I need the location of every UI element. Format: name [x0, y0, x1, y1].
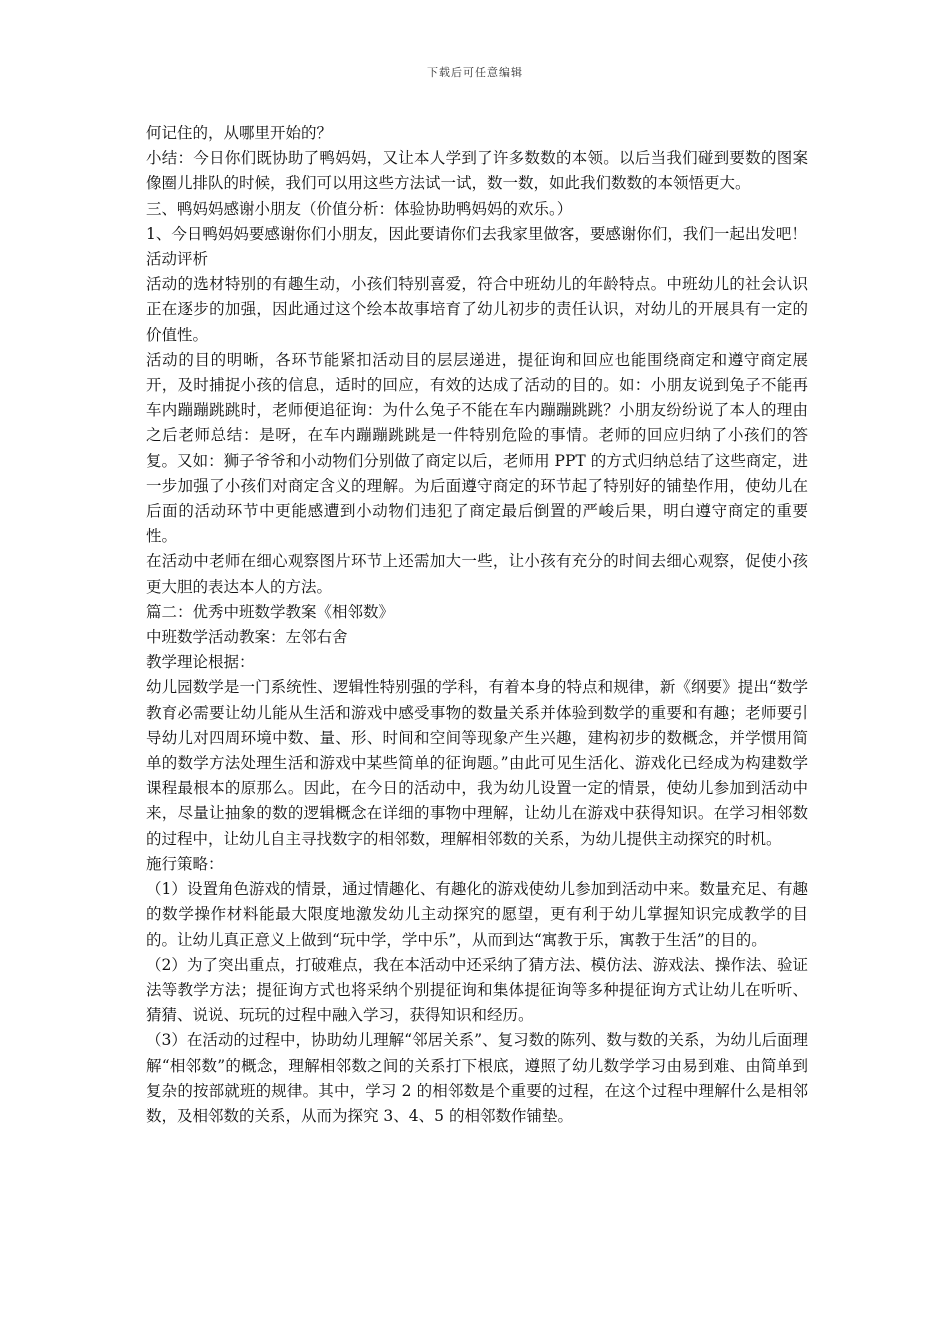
paragraph: 活动的目的明晰，各环节能紧扣活动目的层层递进，提征询和回应也能围绕商定和遵守商定展开，及时捕捉小孩的信息，适时的回应，有效的达成了活动的目的。如：小朋友说到兔子不能再车内蹦蹦跳跳时，老师便追征询：为什么兔子不能在车内蹦蹦跳跳？小朋友纷纷说了本人的理由之后老师总结：是呀，在车内蹦蹦跳跳是一件特别危险的事情。老师的回应归纳了小孩们的答复。又如：狮子爷爷和小动物们分别做了商定以后，老师用 PPT 的方式归纳总结了这些商定，进一步加强了小孩们对商定含义的理解。为后面遵守商定的环节起了特别好的铺垫作用，使幼儿在后面的活动环节中更能感遭到小动物们违犯了商定最后倒置的严峻后果，明白遵守商定的重要性。	[146, 350, 808, 546]
paragraph: （3）在活动的过程中，协助幼儿理解“邻居关系”、复习数的陈列、数与数的关系，为幼儿后面理解“相邻数”的概念，理解相邻数之间的关系打下根底，遵照了幼儿数学学习由易到难、由简单到复杂的按部就班的规律。其中，学习 2 的相邻数是个重要的过程，在这个过程中理解什么是相邻数，及相邻数的关系，从而为探究 3、4、5 的相邻数作铺垫。	[146, 1031, 808, 1125]
section-heading: 三、鸭妈妈感谢小朋友（价值分析：体验协助鸭妈妈的欢乐。）	[146, 199, 573, 218]
section-heading: 活动评析	[146, 250, 209, 269]
paragraph: （1）设置角色游戏的情景，通过情趣化、有趣化的游戏使幼儿参加到活动中来。数量充足、有趣的数学操作材料能最大限度地激发幼儿主动探究的愿望，更有利于幼儿掌握知识完成教学的目的。让幼儿真正意义上做到“玩中学，学中乐”，从而到达“寓教于乐，寓教于生活”的目的。	[146, 880, 808, 949]
paragraph: 小结：今日你们既协助了鸭妈妈，又让本人学到了许多数数的本领。以后当我们碰到要数的图案像圈儿排队的时候，我们可以用这些方法试一试，数一数，如此我们数数的本领悟更大。	[146, 149, 808, 193]
paragraph: 在活动中老师在细心观察图片环节上还需加大一些，让小孩有充分的时间去细心观察，促使小孩更大胆的表达本人的方法。	[146, 552, 808, 596]
paragraph: 活动的选材特别的有趣生动，小孩们特别喜爱，符合中班幼儿的年龄特点。中班幼儿的社会认识正在逐步的加强，因此通过这个绘本故事培育了幼儿初步的责任认识，对幼儿的开展具有一定的价值性。	[146, 275, 808, 344]
paragraph: 幼儿园数学是一门系统性、逻辑性特别强的学科，有着本身的特点和规律，新《纲要》提出“数学教育必需要让幼儿能从生活和游戏中感受事物的数量关系并体验到数学的重要和有趣；老师要引导幼儿对四周环境中数、量、形、时间和空间等现象产生兴趣，建构初步的数概念，并学惯用简单的数学方法处理生活和游戏中某些简单的征询题。”由此可见生活化、游戏化已经成为构建数学课程最根本的原那么。因此，在今日的活动中，我为幼儿设置一定的情景，使幼儿参加到活动中来，尽量让抽象的数的逻辑概念在详细的事物中理解，让幼儿在游戏中获得知识。在学习相邻数的过程中，让幼儿自主寻找数字的相邻数，理解相邻数的关系，为幼儿提供主动探究的时机。	[146, 678, 808, 848]
section-heading: 施行策略：	[146, 854, 224, 873]
document-body	[146, 121, 808, 1129]
paragraph: （2）为了突出重点，打破难点，我在本活动中还采纳了猜方法、模仿法、游戏法、操作法、验证法等教学方法；提征询方式也将采纳个别提征询和集体提征询等多种提征询方式让幼儿在听听、猜猜、说说、玩玩的过程中融入学习，获得知识和经历。	[146, 955, 808, 1025]
page-header: 下载后可任意编辑	[427, 66, 523, 79]
paragraph: 1、今日鸭妈妈要感谢你们小朋友，因此要请你们去我家里做客，要感谢你们，我们一起出发吧！	[146, 224, 807, 243]
section-heading: 篇二：优秀中班数学教案《相邻数》	[146, 602, 395, 621]
paragraph: 何记住的，从哪里开始的？	[146, 124, 333, 142]
section-heading: 中班数学活动教案：左邻右舍	[146, 628, 348, 647]
section-heading: 教学理论根据：	[146, 653, 255, 672]
